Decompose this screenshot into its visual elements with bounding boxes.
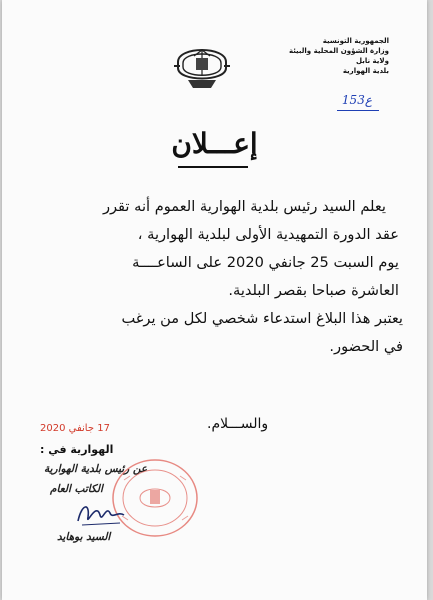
- header-line-ministry: وزارة الشؤون المحلية والبيئة: [288, 47, 389, 55]
- signatory-line-mayor: عن رئيس بلدية الهوارية: [44, 463, 148, 475]
- reference-number: ع153: [341, 93, 372, 107]
- handwritten-signature: [72, 497, 132, 531]
- body-line: يعلم السيد رئيس بلدية الهوارية العموم أنه تقرر: [102, 198, 386, 215]
- title-underline: [178, 166, 248, 168]
- body-line: العاشرة صباحا بقصر البلدية.: [228, 282, 399, 299]
- municipality-logo: [170, 36, 234, 94]
- document-page: [2, 0, 427, 600]
- header-line-municipality: بلدية الهوارية: [342, 67, 389, 75]
- handwritten-date: 17 جانفي 2020: [40, 423, 110, 434]
- signatory-line-secretary: الكاتب العام: [50, 483, 103, 495]
- header-line-republic: الجمهورية التونسية: [322, 37, 389, 45]
- body-line: عقد الدورة التمهيدية الأولى لبلدية الهوارية ،: [137, 226, 399, 243]
- signatory-name: السيد بوهايد: [57, 531, 111, 543]
- header-line-governorate: ولاية نابل: [355, 57, 389, 65]
- body-line: في الحضور.: [329, 338, 403, 355]
- reference-underline: [337, 110, 379, 111]
- body-line: يعتبر هذا البلاغ استدعاء شخصي لكل من يرغب: [121, 310, 403, 327]
- closing-greeting: والســـلام.: [207, 416, 269, 432]
- body-line: يوم السبت 25 جانفي 2020 على الساعــــة: [132, 254, 399, 271]
- announcement-body: [23, 193, 403, 361]
- letterhead: [269, 36, 389, 76]
- place-label: الهوارية في :: [40, 443, 114, 456]
- announcement-title: إعـــلان: [171, 127, 258, 160]
